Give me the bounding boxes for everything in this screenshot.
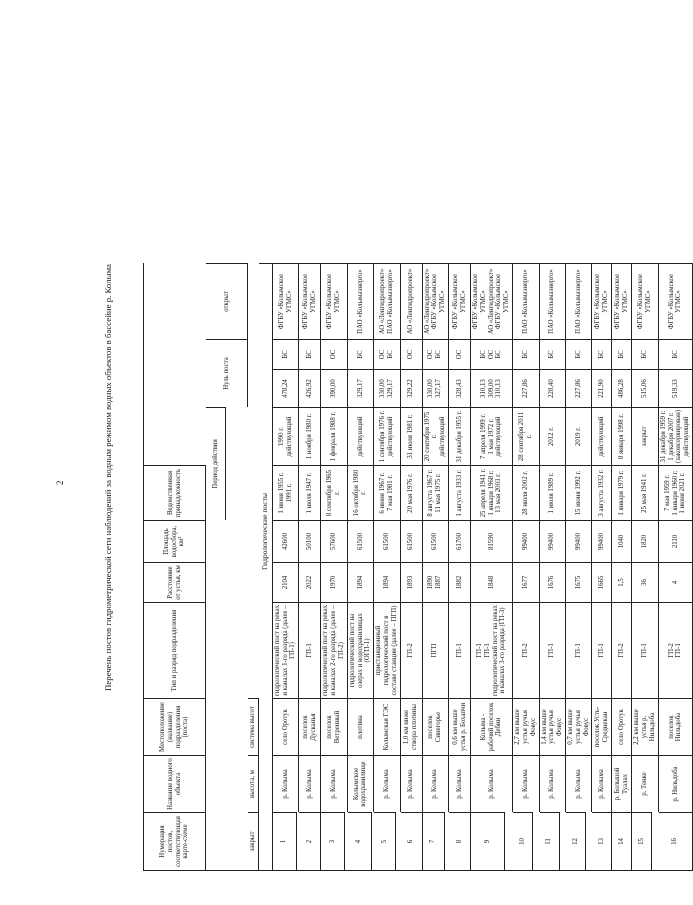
cell-distance: 1675 bbox=[566, 562, 592, 602]
cell-river: р. Колыма bbox=[471, 755, 513, 812]
cell-river: р. Колыма bbox=[273, 755, 299, 812]
page-number: 2 bbox=[55, 480, 65, 485]
cell-closed: действующий bbox=[348, 407, 374, 465]
cell-closed: 28 сентября 2011 г. bbox=[513, 407, 539, 465]
cell-location: поселок Усть-Среднекан bbox=[592, 698, 612, 755]
cell-area: 99400 bbox=[540, 520, 566, 562]
cell-location: 0,6 км выше устья р. Бохапчи bbox=[449, 698, 471, 755]
cell-number: 3 bbox=[321, 812, 345, 870]
cell-height: 221,90 bbox=[592, 369, 612, 407]
cell-distance: 1677 bbox=[513, 562, 539, 602]
cell-open: 6 июня 1967 г. 7 мая 1981 г. bbox=[374, 465, 400, 520]
cell-location: Колымская ГЭС bbox=[374, 698, 400, 755]
cell-location: 1,0 км ниже створа плотины bbox=[401, 698, 423, 755]
cell-type: ГП-2 bbox=[401, 602, 423, 698]
cell-type: ГП-1 bbox=[540, 602, 566, 698]
cell-area: 50100 bbox=[299, 520, 321, 562]
cell-distance: 2104 bbox=[273, 562, 299, 602]
cell-system: БС bbox=[612, 339, 632, 369]
section-title: Гидрологические посты bbox=[259, 263, 273, 870]
cell-river: р. Колыма bbox=[423, 755, 449, 812]
cell-river: р. Колыма bbox=[566, 755, 592, 812]
cell-area: 99400 bbox=[566, 520, 592, 562]
cell-open: 1 января 1979 г. bbox=[612, 465, 632, 520]
cell-number: 16 bbox=[659, 812, 693, 870]
cell-system: БС bbox=[348, 339, 374, 369]
cell-system: БС bbox=[566, 339, 592, 369]
cell-area: 42600 bbox=[273, 520, 299, 562]
cell-area: 61500 bbox=[401, 520, 423, 562]
header-system: система высот bbox=[248, 698, 259, 755]
cell-location: Колыма - рабочий поселок Дебин bbox=[471, 698, 513, 755]
cell-closed: 7 апреля 1999 г. 1 мая 1972 г. действующий bbox=[471, 407, 513, 465]
cell-closed: 1 ноября 1980 г. bbox=[299, 407, 321, 465]
cell-location: 0,7 км выше устья ручья Фовус bbox=[566, 698, 592, 755]
header-open: открыт bbox=[206, 263, 248, 339]
cell-open: 8 августа 1967 г. 11 мая 1975 г. bbox=[423, 465, 449, 520]
cell-height: 227,86 bbox=[513, 369, 539, 407]
cell-river: р. Большой Туалах bbox=[612, 755, 632, 812]
cell-open: 1 июля 1989 г. bbox=[540, 465, 566, 520]
cell-type: ГП-1 bbox=[592, 602, 612, 698]
cell-type: ГП-1 bbox=[566, 602, 592, 698]
cell-system: БС bbox=[632, 339, 658, 369]
cell-open: 1 июля 1947 г. bbox=[299, 465, 321, 520]
cell-height: 329,17 bbox=[348, 369, 374, 407]
cell-system: ОС БС bbox=[423, 339, 449, 369]
header-distance: Расстояние от устья, км bbox=[144, 562, 206, 602]
cell-distance: 1882 bbox=[449, 562, 471, 602]
cell-type: ПГП bbox=[423, 602, 449, 698]
cell-closed: 2012 г. bbox=[540, 407, 566, 465]
cell-type: ГП-1 bbox=[632, 602, 658, 698]
rotated-page bbox=[45, 50, 691, 905]
cell-distance: 1848 bbox=[471, 562, 513, 602]
cell-open: 3 августа 1932 г. bbox=[592, 465, 612, 520]
cell-distance: 1,5 bbox=[612, 562, 632, 602]
cell-type: ГП-1 ГП-1 гидрологический пост на реках и каналах 3-го разряда (ГП-3) bbox=[471, 602, 513, 698]
cell-system: БС bbox=[592, 339, 612, 369]
cell-owner: АО «Ленгидропроект» ФГБУ «Колымское УГМС» bbox=[423, 263, 449, 339]
cell-height: 227,86 bbox=[566, 369, 592, 407]
cell-distance: 2022 bbox=[299, 562, 321, 602]
cell-type: ГП-1 bbox=[449, 602, 471, 698]
cell-distance: 1970 bbox=[321, 562, 347, 602]
cell-closed: 31 декабря 1959 г. 1 декабря 2007 г. (законсервирован) действующий bbox=[659, 407, 693, 465]
cell-number: 6 bbox=[401, 812, 423, 870]
cell-height: 228,40 bbox=[540, 369, 566, 407]
cell-open: 1 августа 1933 г. bbox=[449, 465, 471, 520]
cell-owner: ПАО «Колымаэнерго» bbox=[348, 263, 374, 339]
cell-type: ГП-1 bbox=[299, 602, 321, 698]
cell-river: р. Колыма bbox=[592, 755, 612, 812]
cell-height: 486,28 bbox=[612, 369, 632, 407]
cell-system: БС bbox=[540, 339, 566, 369]
cell-owner: ФГБУ «Колымское УГМС» bbox=[632, 263, 658, 339]
cell-open: 7 мая 1959 г. 1 января 1960 г. 1 июня 2021 г. bbox=[659, 465, 693, 520]
cell-river: р. Колыма bbox=[374, 755, 400, 812]
cell-height: 426,92 bbox=[299, 369, 321, 407]
cell-open: 15 июня 1992 г. bbox=[566, 465, 592, 520]
cell-location: поселок Дусканья bbox=[299, 698, 321, 755]
cell-system: БС bbox=[299, 339, 321, 369]
cell-distance: 1890 1887 bbox=[423, 562, 449, 602]
cell-number: 12 bbox=[566, 812, 586, 870]
cell-system: БС ОС БС bbox=[471, 339, 513, 369]
cell-system: ОС bbox=[449, 339, 471, 369]
cell-open: 28 июля 2002 г. bbox=[513, 465, 539, 520]
cell-open: 20 мая 1976 г. bbox=[401, 465, 423, 520]
cell-owner: ПАО «Колымаэнерго» bbox=[540, 263, 566, 339]
cell-height: 478,24 bbox=[273, 369, 299, 407]
cell-area: 81590 bbox=[471, 520, 513, 562]
cell-area: 61500 bbox=[423, 520, 449, 562]
cell-river: Колымское водохранилище bbox=[348, 755, 374, 812]
cell-distance: 1894 bbox=[348, 562, 374, 602]
cell-number: 10 bbox=[513, 812, 533, 870]
cell-area: 1820 bbox=[632, 520, 658, 562]
cell-location: поселок Ветренный bbox=[321, 698, 347, 755]
cell-number: 2 bbox=[299, 812, 321, 870]
cell-owner: ФГБУ «Колымское УГМС» bbox=[592, 263, 612, 339]
cell-owner: ФГБУ «Колымское УГМС» bbox=[321, 263, 347, 339]
cell-river: р. Колыма bbox=[321, 755, 347, 812]
cell-location: село Оротук bbox=[273, 698, 299, 755]
cell-number: 14 bbox=[612, 812, 632, 870]
cell-system: ОС bbox=[401, 339, 423, 369]
header-river: Название водного объекта bbox=[144, 755, 206, 812]
cell-river: р. Колыма bbox=[513, 755, 539, 812]
cell-number: 11 bbox=[540, 812, 560, 870]
header-number: Нумерация постов, соответствующая карте-схеме bbox=[144, 812, 206, 870]
cell-number: 1 bbox=[273, 812, 297, 870]
cell-area: 57600 bbox=[321, 520, 347, 562]
cell-type: пристанционный гидрологический пост в составе станции (далее – ПГП) bbox=[374, 602, 400, 698]
cell-owner: ФГБУ «Колымское УГМС» bbox=[612, 263, 632, 339]
cell-number: 8 bbox=[449, 812, 471, 870]
cell-system: БС bbox=[659, 339, 693, 369]
cell-closed: закрыт bbox=[632, 407, 658, 465]
cell-closed: действующий bbox=[592, 407, 612, 465]
cell-closed: 1990 г. действующий bbox=[273, 407, 299, 465]
cell-area: 99400 bbox=[592, 520, 612, 562]
cell-area: 61500 bbox=[348, 520, 374, 562]
cell-river: р. Колыма bbox=[449, 755, 471, 812]
cell-type: ГП-2 ГП-1 bbox=[659, 602, 693, 698]
cell-open: 1 июня 1955 г. 1991 г. bbox=[273, 465, 299, 520]
cell-height: 390,00 bbox=[321, 369, 347, 407]
cell-type: гидрологический пост на реках и каналах 2-го разряда (далее – ГП-2) bbox=[321, 602, 347, 698]
header-zero: Нуль поста bbox=[206, 339, 248, 407]
cell-height: 519,33 bbox=[659, 369, 693, 407]
cell-owner: АО «Ленгидропроект» ПАО «Колымаэнерго» bbox=[374, 263, 400, 339]
cell-area: 2110 bbox=[659, 520, 693, 562]
cell-location: плотина bbox=[348, 698, 374, 755]
cell-height: 310,13 309,00 310,13 bbox=[471, 369, 513, 407]
cell-distance: 1894 bbox=[374, 562, 400, 602]
cell-number: 4 bbox=[348, 812, 372, 870]
cell-open: 25 мая 1941 г. bbox=[632, 465, 658, 520]
cell-owner: ФГБУ «Колымское УГМС» bbox=[299, 263, 321, 339]
cell-number: 9 bbox=[471, 812, 505, 870]
cell-closed: 2019 г. bbox=[566, 407, 592, 465]
cell-location: село Оротук bbox=[612, 698, 632, 755]
cell-owner: ФГБУ «Колымское УГМС» bbox=[273, 263, 299, 339]
cell-closed: 31 декабря 1955 г. bbox=[449, 407, 471, 465]
cell-type: ГП-2 bbox=[612, 602, 632, 698]
cell-system: ОС bbox=[321, 339, 347, 369]
cell-location: 2,2 км выше устья р. Нильдоба bbox=[632, 698, 658, 755]
cell-location: поселок Синегорье bbox=[423, 698, 449, 755]
cell-system: ОС БС bbox=[374, 339, 400, 369]
cell-type: ГП-2 bbox=[513, 602, 539, 698]
cell-area: 61500 bbox=[374, 520, 400, 562]
cell-open: 8 сентября 1965 г. bbox=[321, 465, 347, 520]
cell-height: 328,43 bbox=[449, 369, 471, 407]
cell-area: 61700 bbox=[449, 520, 471, 562]
cell-number: 7 bbox=[423, 812, 445, 870]
cell-height: 515,06 bbox=[632, 369, 658, 407]
cell-river: р. Тенке bbox=[632, 755, 658, 812]
cell-closed: 1 сентября 1976 г. действующий bbox=[374, 407, 400, 465]
cell-number: 15 bbox=[632, 812, 652, 870]
cell-height: 330,00 327,17 bbox=[423, 369, 449, 407]
cell-river: р. Колыма bbox=[299, 755, 321, 812]
cell-distance: 1676 bbox=[540, 562, 566, 602]
cell-system: БС bbox=[273, 339, 299, 369]
header-period: Период действия bbox=[206, 407, 226, 520]
cell-river: р. Нильдоба bbox=[659, 755, 693, 812]
header-height: высота, м bbox=[248, 755, 259, 812]
cell-system: БС bbox=[513, 339, 539, 369]
cell-location: поселок Нильдоба bbox=[659, 698, 693, 755]
cell-owner: ФГБУ «Колымское УГМС» АО «Ленгидропроект» ФГБУ «Колымское УГМС» bbox=[471, 263, 513, 339]
cell-area: 99400 bbox=[513, 520, 539, 562]
cell-type: гидрологический пост на озерах и водохранилищах (ОГП-1) bbox=[348, 602, 374, 698]
cell-owner: ПАО «Колымаэнерго» bbox=[513, 263, 539, 339]
header-closed: закрыт bbox=[248, 812, 259, 870]
cell-closed: 8 января 1998 г. bbox=[612, 407, 632, 465]
cell-area: 1040 bbox=[612, 520, 632, 562]
cell-type: гидрологический пост на реках и каналах 1-го разряда (далее – ГП-1) bbox=[273, 602, 299, 698]
header-area: Площадь водосбора, км² bbox=[144, 520, 206, 562]
cell-location: 1,4 км выше устья ручья Фовус bbox=[540, 698, 566, 755]
cell-open: 16 октября 1980 г. bbox=[348, 465, 374, 520]
cell-distance: 4 bbox=[659, 562, 693, 602]
header-owner: Ведомственная принадлежность bbox=[144, 465, 206, 520]
cell-height: 330,00 329,17 bbox=[374, 369, 400, 407]
cell-height: 329,22 bbox=[401, 369, 423, 407]
cell-owner: ПАО «Колымаэнерго» bbox=[566, 263, 592, 339]
cell-distance: 36 bbox=[632, 562, 658, 602]
posts-table bbox=[143, 263, 693, 871]
cell-location: 2,7 км выше устья ручья Фовус bbox=[513, 698, 539, 755]
cell-river: р. Колыма bbox=[540, 755, 566, 812]
cell-river: р. Колыма bbox=[401, 755, 423, 812]
cell-closed: 20 сентября 1975 г. действующий bbox=[423, 407, 449, 465]
cell-open: 25 апреля 1941 г. 1 января 1968 г. 13 мая 2003 г. bbox=[471, 465, 513, 520]
header-location: Местоположение (название) подразделения (поста) bbox=[144, 698, 206, 755]
cell-closed: 1 февраля 1988 г. bbox=[321, 407, 347, 465]
cell-distance: 1893 bbox=[401, 562, 423, 602]
cell-owner: ФГБУ «Колымское УГМС» bbox=[659, 263, 693, 339]
document-title: Перечень постов гидрометрической сети наблюдений за водным режимом водных объектов в бассейне р. Колыма bbox=[103, 264, 113, 691]
cell-closed: 31 июля 1981 г. bbox=[401, 407, 423, 465]
cell-owner: ФГБУ «Колымское УГМС» bbox=[449, 263, 471, 339]
header-type: Тип и разряд подразделения bbox=[144, 602, 206, 698]
cell-owner: АО «Ленгидропроект» bbox=[401, 263, 423, 339]
cell-number: 13 bbox=[592, 812, 612, 870]
cell-distance: 1665 bbox=[592, 562, 612, 602]
cell-number: 5 bbox=[374, 812, 396, 870]
